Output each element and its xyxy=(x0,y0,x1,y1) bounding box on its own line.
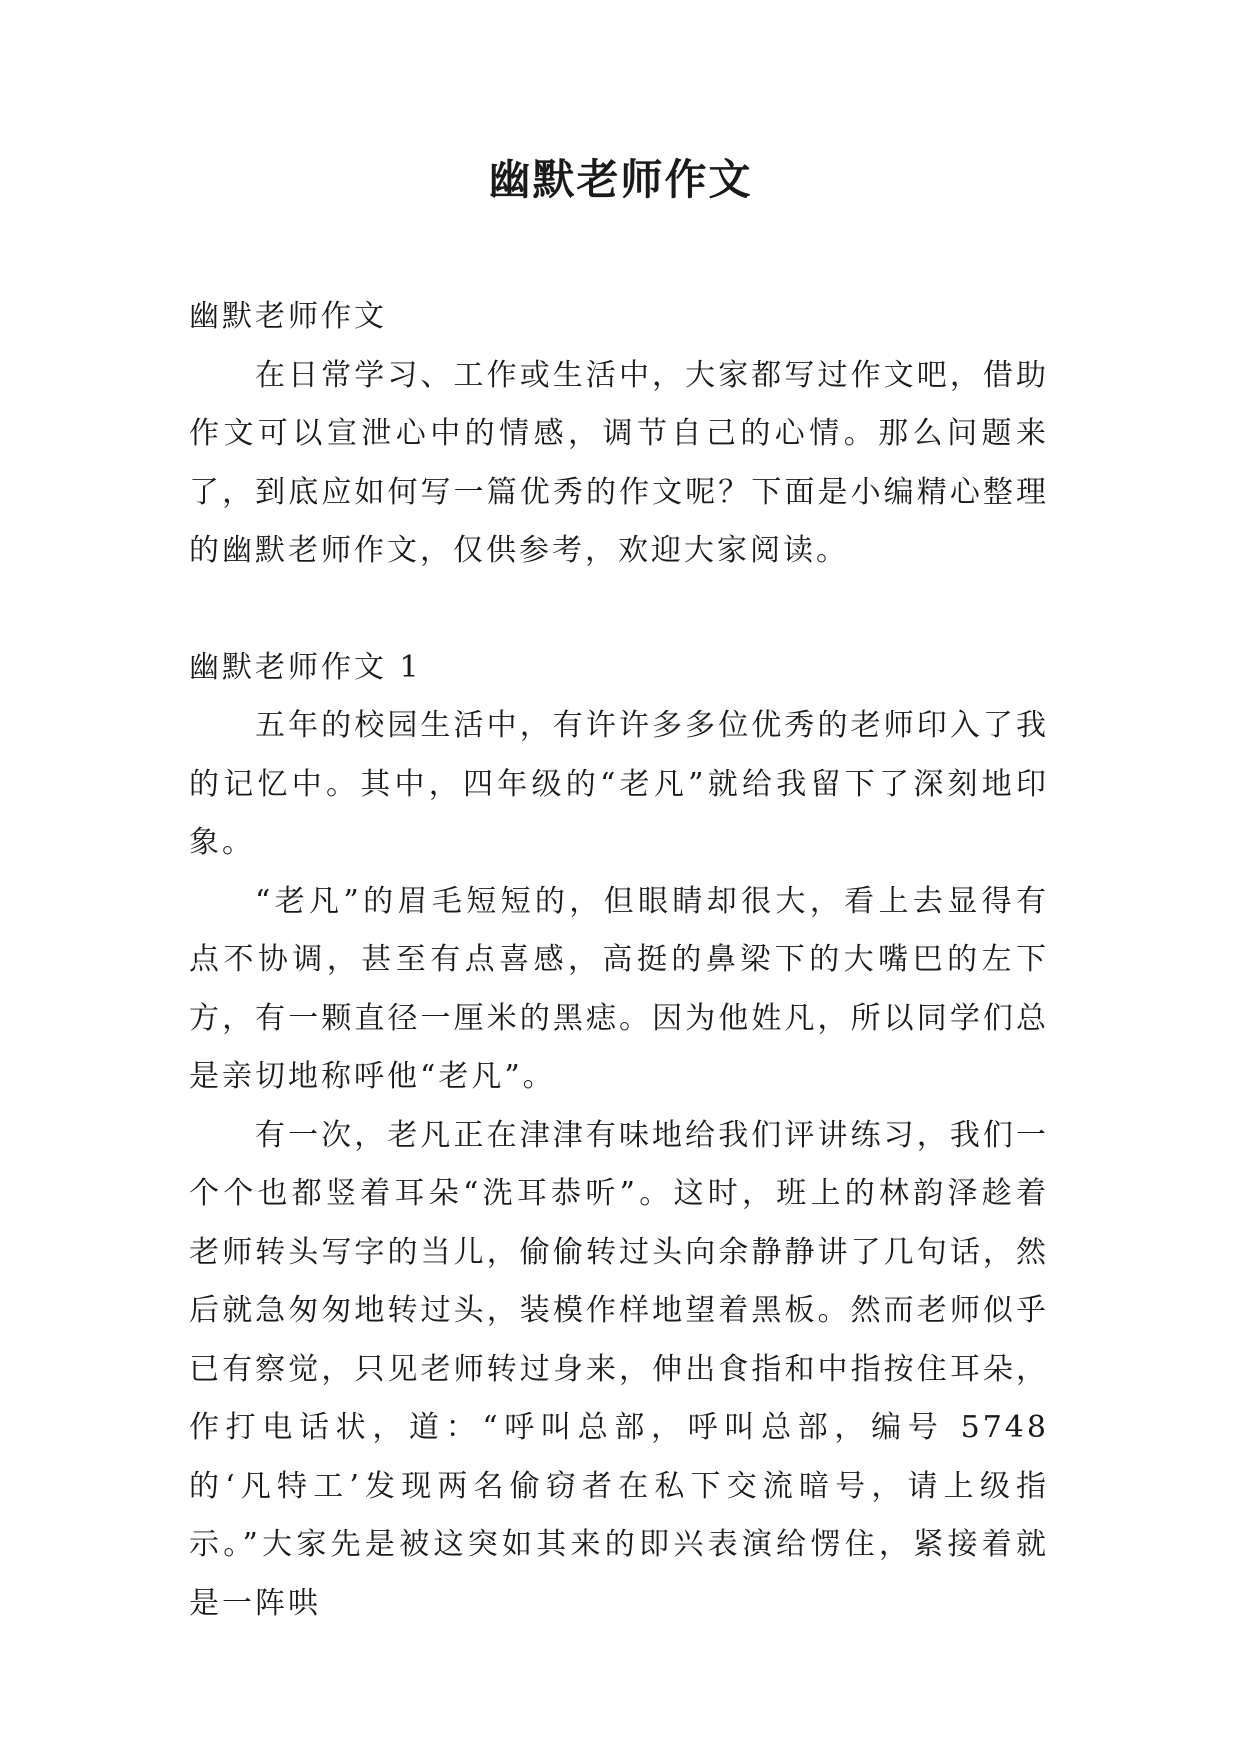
essay-1-heading: 幽默老师作文 1 xyxy=(189,649,422,685)
document-body xyxy=(189,288,1049,1633)
section-spacer xyxy=(189,581,1049,639)
essay-1-paragraph-2: “老凡”的眉毛短短的，但眼睛却很大，看上去显得有点不协调，甚至有点喜感，高挺的鼻梁下的大嘴巴的左下方，有一颗直径一厘米的黑痣。因为他姓凡，所以同学们总是亲切地称呼他“老凡”。 xyxy=(189,883,1049,1094)
essay-1-paragraph-3: 有一次，老凡正在津津有味地给我们评讲练习，我们一个个也都竖着耳朵“洗耳恭听”。这时，班上的林韵泽趁着老师转头写字的当儿，偷偷转过头向余静静讲了几句话，然后就急匆匆地转过头，装模作样地望着黑板。然而老师似乎已有察觉，只见老师转过身来，伸出食指和中指按住耳朵，作打电话状，道：“呼叫总部，呼叫总部，编号 5748 的‘凡特工’发现两名偷窃者在私下交流暗号，请上级指示。”大家先是被这突如其来的即兴表演给愣住，紧接着就是一阵哄 xyxy=(189,1117,1049,1621)
intro-heading: 幽默老师作文 xyxy=(189,299,387,334)
document-title: 幽默老师作文 xyxy=(488,155,753,204)
intro-paragraph: 在日常学习、工作或生活中，大家都写过作文吧，借助作文可以宣泄心中的情感，调节自己的心情。那么问题来了，到底应如何写一篇优秀的作文呢？下面是小编精心整理的幽默老师作文，仅供参考，欢迎大家阅读。 xyxy=(189,357,1049,568)
essay-1-paragraph-1: 五年的校园生活中，有许许多多位优秀的老师印入了我的记忆中。其中，四年级的“老凡”就给我留下了深刻地印象。 xyxy=(189,708,1049,860)
